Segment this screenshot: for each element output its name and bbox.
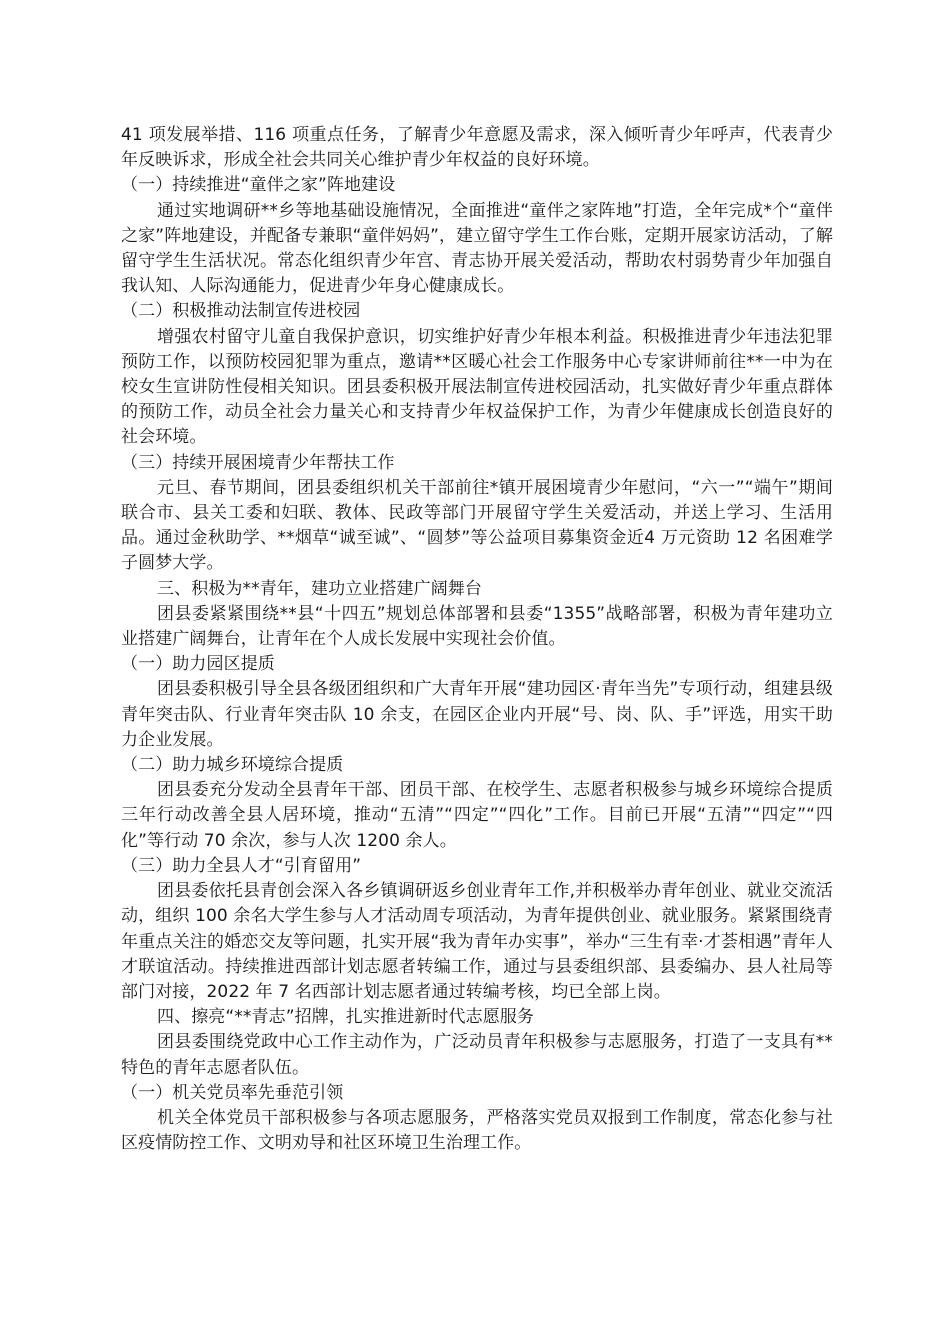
section-heading: （二）助力城乡环境综合提质 xyxy=(121,755,344,776)
paragraph: 元旦、春节期间，团县委组织机关干部前往*镇开展困境青少年慰问，“六一”“端午”期间联合市、县关工委和妇联、教体、民政等部门开展留守学生关爱活动，并送上学习、生活用品。通过金秋助学、**烟草“诚至诚”、“圆梦”等公益项目募集资金近4 万元资助 12 名困难学子圆梦大学。 xyxy=(121,477,833,574)
chapter-heading: 四、擦亮“**青志”招牌，扎实推进新时代志愿服务 xyxy=(157,1007,535,1028)
section-heading: （一）助力园区提质 xyxy=(121,654,275,675)
paragraph: 机关全体党员干部积极参与各项志愿服务，严格落实党员双报到工作制度，常态化参与社区疫情防控工作、文明劝导和社区环境卫生治理工作。 xyxy=(121,1107,833,1154)
paragraph: 团县委围绕党政中心工作主动作为，广泛动员青年积极参与志愿服务，打造了一支具有**特色的青年志愿者队伍。 xyxy=(121,1032,833,1078)
paragraph: 41 项发展举措、116 项重点任务，了解青少年意愿及需求，深入倾听青少年呼声，代表青少年反映诉求，形成全社会共同关心维护青少年权益的良好环境。 xyxy=(121,125,833,171)
paragraph: 团县委积极引导全县各级团组织和广大青年开展“建功园区·青年当先”专项行动，组建县级青年突击队、行业青年突击队 10 余支，在园区企业内开展“号、岗、队、手”评选，用实干助力企业发展。 xyxy=(121,679,833,750)
paragraph: 团县委紧紧围绕**县“十四五”规划总体部署和县委“1355”战略部署，积极为青年建功立业搭建广阔舞台，让青年在个人成长发展中实现社会价值。 xyxy=(121,603,833,650)
section-heading: （三）持续开展困境青少年帮扶工作 xyxy=(121,452,395,473)
section-heading: （二）积极推动法制宣传进校园 xyxy=(121,301,361,322)
paragraph: 团县委充分发动全县青年干部、团员干部、在校学生、志愿者积极参与城乡环境综合提质三年行动改善全县人居环境，推动“五清”“四定”“四化”工作。目前已开展“五清”“四定”“四化”等行动 70 余次，参与人次 1200 余人。 xyxy=(121,780,833,851)
section-heading: （一）持续推进“童伴之家”阵地建设 xyxy=(121,175,396,196)
paragraph: 通过实地调研**乡等地基础设施情况，全面推进“童伴之家阵地”打造，全年完成*个“童伴之家”阵地建设，并配备专兼职“童伴妈妈”，建立留守学生工作台账，定期开展家访活动，了解留守学生生活状况。常态化组织青少年宫、青志协开展关爱活动，帮助农村弱势青少年加强自我认知、人际沟通能力，促进青少年身心健康成长。 xyxy=(121,200,833,297)
paragraph: 团县委依托县青创会深入各乡镇调研返乡创业青年工作,并积极举办青年创业、就业交流活动，组织 100 余名大学生参与人才活动周专项活动，为青年提供创业、就业服务。紧紧围绕青年重点关注的婚恋交友等问题，扎实开展“我为青年办实事”，举办“三生有幸·才荟相遇”青年人才联谊活动。持续推进西部计划志愿者转编工作，通过与县委组织部、县委编办、县人社局等部门对接，2022 年 7 名西部计划志愿者通过转编考核，均已全部上岗。 xyxy=(121,881,833,1002)
chapter-heading: 三、积极为**青年，建功立业搭建广阔舞台 xyxy=(157,578,482,599)
section-heading: （三）助力全县人才“引育留用” xyxy=(121,855,362,876)
section-heading: （一）机关党员率先垂范引领 xyxy=(121,1082,344,1103)
document-body xyxy=(121,123,833,1156)
paragraph: 增强农村留守儿童自我保护意识，切实维护好青少年根本利益。积极推进青少年违法犯罪预防工作，以预防校园犯罪为重点，邀请**区暖心社会工作服务中心专家讲师前往**一中为在校女生宣讲防性侵相关知识。团县委积极开展法制宣传进校园活动，扎实做好青少年重点群体的预防工作，动员全社会力量关心和支持青少年权益保护工作，为青少年健康成长创造良好的社会环境。 xyxy=(121,326,833,448)
